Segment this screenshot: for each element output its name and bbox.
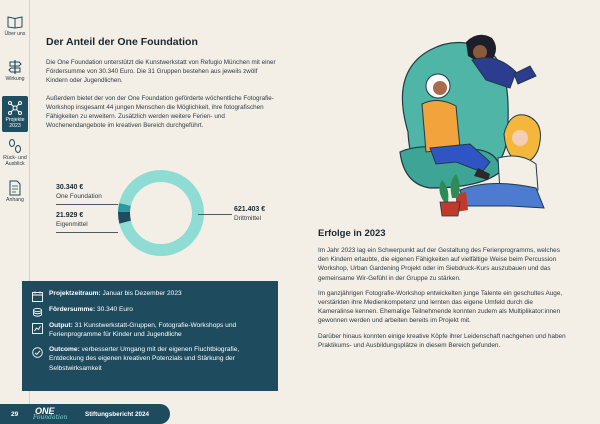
book-icon	[6, 13, 24, 31]
drittmittel-label: Drittmittel	[234, 214, 261, 222]
document-icon	[6, 179, 24, 197]
eigenmittel-value: 21.929 €	[56, 212, 84, 219]
girl-body-orange	[422, 100, 460, 152]
info-row-output	[32, 321, 270, 340]
footprints-icon	[6, 137, 24, 155]
section-title: Der Anteil der One Foundation	[46, 36, 198, 48]
info-label: Outcome:	[49, 345, 80, 353]
paragraph-fotografie: Im ganzjährigen Fotografie-Workshop entwickelten junge Talente ein geschultes Auge, verstärkten ihre Medienkompetenz und lernten das eigene Umfeld durch die Kameralinse kennen. Ehemalige Teilnehmende konnten zudem als Multiplikator:innen gewonnen werden und arbeiten bereits im Projekt mit.	[318, 289, 563, 325]
right-column	[318, 228, 566, 356]
sidebar-item-label: Rück- und Ausblick	[3, 155, 27, 167]
donut-label-eigenmittel	[56, 212, 88, 229]
sidebar-item-label: Projekte 2023	[5, 117, 25, 129]
donut-svg	[116, 168, 206, 258]
info-label: Fördersumme:	[49, 306, 96, 313]
info-text: 30.340 Euro	[97, 306, 133, 313]
sidebar-item-wirkung[interactable]	[2, 55, 28, 91]
publication-title: Stiftungsbericht 2024	[85, 410, 150, 418]
paragraph-intro: Die One Foundation unterstützt die Kunstwerkstatt von Refugio München mit einer Fördersumme von 30.340 Euro. Die 31 Gruppen bestehen aus jeweils zwölf Kindern oder Jugendlichen.	[46, 59, 276, 85]
donut-slice-one-foundation	[124, 212, 125, 222]
eigenmittel-label: Eigenmittel	[56, 220, 88, 228]
project-info-box	[22, 281, 278, 391]
page-footer	[0, 404, 170, 424]
successes-title: Erfolge in 2023	[318, 228, 386, 239]
leader-line	[198, 214, 232, 215]
paragraph-ferienprogramm: Im Jahr 2023 lag ein Schwerpunkt auf der Gestaltung des Ferienprogramms, welches den Kindern erlaubte, die eigenen Fähigkeiten auf vielfältige Weise beim Percussion Workshop, Urban Gardening Projekt oder im Siebdruck-Kurs auszubauen und das gemeinsame Wir-Gefühl in der Gruppe zu stärken.	[318, 247, 560, 282]
leader-line	[56, 232, 118, 233]
leader-line	[56, 204, 118, 205]
left-column	[46, 36, 278, 138]
info-row-outcome	[32, 345, 270, 373]
paragraph-praktikum: Darüber hinaus konnten einige kreative Köpfe ihrer Leidenschaft nachgehen und haben Praktikums- und Ausbildungsplätze in diesem Bereich gefunden.	[318, 332, 566, 349]
info-row-foerdersumme	[32, 305, 270, 316]
info-text: verbesserter Umgang mit der eigenen Fluchtbiografie, Entdeckung des eigenen kreativen Potenzials und Stärkung der Selbstwirksamkeit	[49, 345, 240, 372]
info-text: 31 Kunstwerkstatt-Gruppen, Fotografie-Workshops und Ferienprogramme für Kinder und Jugendliche	[49, 322, 237, 339]
sidebar-item-anhang[interactable]	[2, 176, 28, 212]
girl-right-legs	[460, 183, 544, 208]
one-foundation-value: 30.340 €	[56, 184, 84, 191]
info-label: Projektzeitraum:	[49, 290, 101, 297]
one-foundation-logo	[33, 406, 77, 422]
coins-icon	[32, 305, 43, 316]
sidebar-item-projekte-2023[interactable]	[2, 96, 28, 132]
donut-label-one-foundation	[56, 184, 102, 201]
donut-slice-drittmittel	[125, 176, 198, 250]
logo-one-text: ONE	[35, 406, 55, 416]
logo-foundation-text: Foundation	[33, 414, 68, 421]
page-number: 29	[11, 410, 19, 418]
paragraph-workshop: Außerdem bietet der von der One Foundation geförderte wöchentliche Fotografie-Workshop insgesamt 44 jungen Menschen die Möglichkeit, ihre fotografischen Fähigkeiten zu erweitern. Zusätzlich werden weitere Ferien- und Wochenendangebote im kreativen Bereich durchgeführt.	[46, 94, 274, 130]
drittmittel-value: 621.403 €	[234, 206, 266, 213]
sidebar-item-label: Über uns	[4, 31, 26, 37]
donut-label-drittmittel	[234, 206, 265, 223]
sidebar-item-label: Wirkung	[5, 76, 25, 82]
network-icon	[6, 99, 24, 117]
output-icon	[32, 321, 43, 332]
info-label: Output:	[49, 322, 73, 329]
sidebar-item-ueber-uns[interactable]	[2, 10, 28, 46]
donut-chart	[46, 168, 286, 258]
calendar-icon	[32, 289, 43, 300]
one-foundation-label: One Foundation	[56, 192, 102, 200]
illustration-girls-on-chair	[360, 12, 560, 224]
donut-slice-eigenmittel	[124, 204, 125, 211]
outcome-icon	[32, 345, 43, 356]
sidebar-item-rueck-ausblick[interactable]	[2, 134, 28, 170]
sidebar-item-label: Anhang	[6, 197, 24, 203]
info-row-zeitraum	[32, 289, 270, 300]
signpost-icon	[6, 58, 24, 76]
info-text: Januar bis Dezember 2023	[102, 290, 182, 297]
